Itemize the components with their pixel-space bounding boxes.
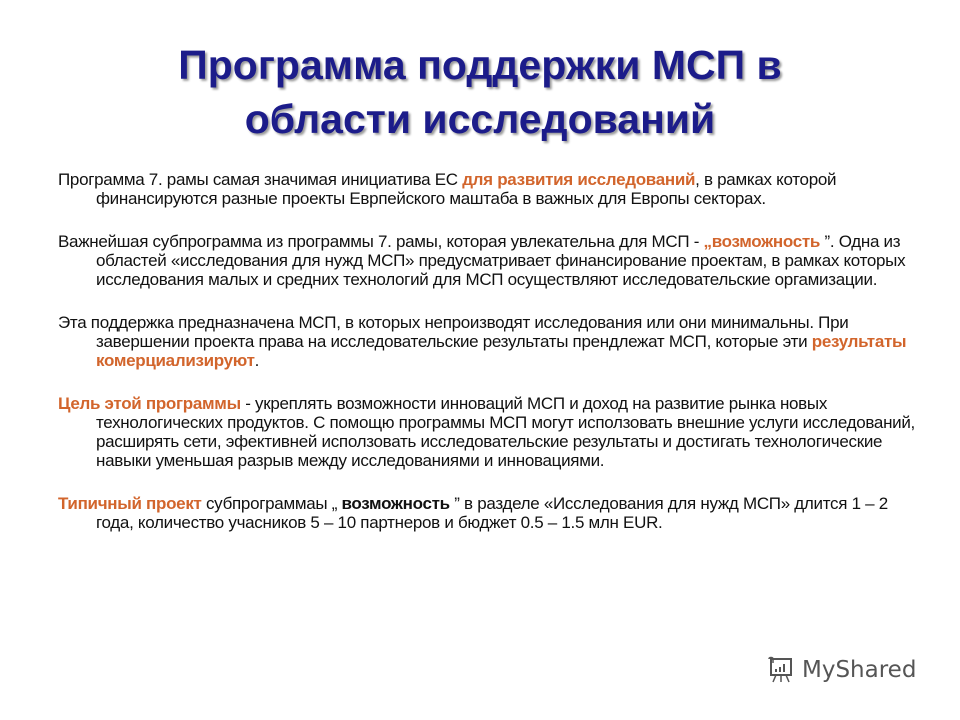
title-line-1: Программа поддержки МСП в <box>178 42 782 88</box>
paragraph-text: ” в разделе «Исследования для нужд МСП» длится 1 – 2 года, количество учасников 5 – 10 партнеров и бюджет 0.5 – 1.5 млн EUR. <box>96 494 888 532</box>
paragraph-text: ”. Одна из областей «исследования для нужд МСП» предусматривает финансирование проектам, в рамках которых исследования малых и средних технологий для МСП осуществляют исследовательские оргамизации. <box>96 232 906 289</box>
paragraph <box>58 313 918 370</box>
paragraph-text: Эта поддержка предназначена МСП, в которых непроизводят исследования или они минимальны. При завершении проекта права на исследовательские результаты прендлежат МСП, которые эти <box>58 313 849 351</box>
paragraph-text: , в рамках которой финансируются разные проекты Еврпейского маштаба в важных для Европы секторах. <box>96 170 837 208</box>
presentation-board-icon <box>766 656 796 684</box>
paragraph-text: субпрограммаы „ <box>201 494 342 513</box>
paragraph-text: Важнейшая субпрограмма из программы 7. рамы, которая увлекательна для МСП - <box>58 232 704 251</box>
highlighted-text: „возможность <box>703 232 825 251</box>
paragraph <box>58 232 918 289</box>
myshared-watermark <box>766 656 916 684</box>
paragraph <box>58 394 918 470</box>
slide-body <box>58 170 918 556</box>
watermark-text: MyShared <box>802 657 917 683</box>
paragraph-text: - укреплять возможности инноваций МСП и доход на развитие рынка новых технологических продуктов. С помощю программы МСП могут исползовать внешние услуги исследований, расширять сети, эфективней исползовать исследовательские результаты и достигать технологические навыки уменьшая разрыв между исследованиями и инновациями. <box>96 394 915 470</box>
highlighted-text: для развития исследований <box>462 170 696 189</box>
title-line-2: области исследований <box>244 96 716 142</box>
paragraph-text: возможность <box>341 494 450 513</box>
paragraph-text: . <box>254 351 260 370</box>
paragraph <box>58 494 918 532</box>
slide-title <box>0 38 960 146</box>
paragraph <box>58 170 918 208</box>
paragraph-text: Программа 7. рамы самая значимая инициатива ЕС <box>58 170 463 189</box>
highlighted-text: Цель этой программы <box>58 394 241 413</box>
highlighted-text: Типичный проект <box>58 494 202 513</box>
highlighted-text: результаты комерциализируют <box>96 332 907 370</box>
